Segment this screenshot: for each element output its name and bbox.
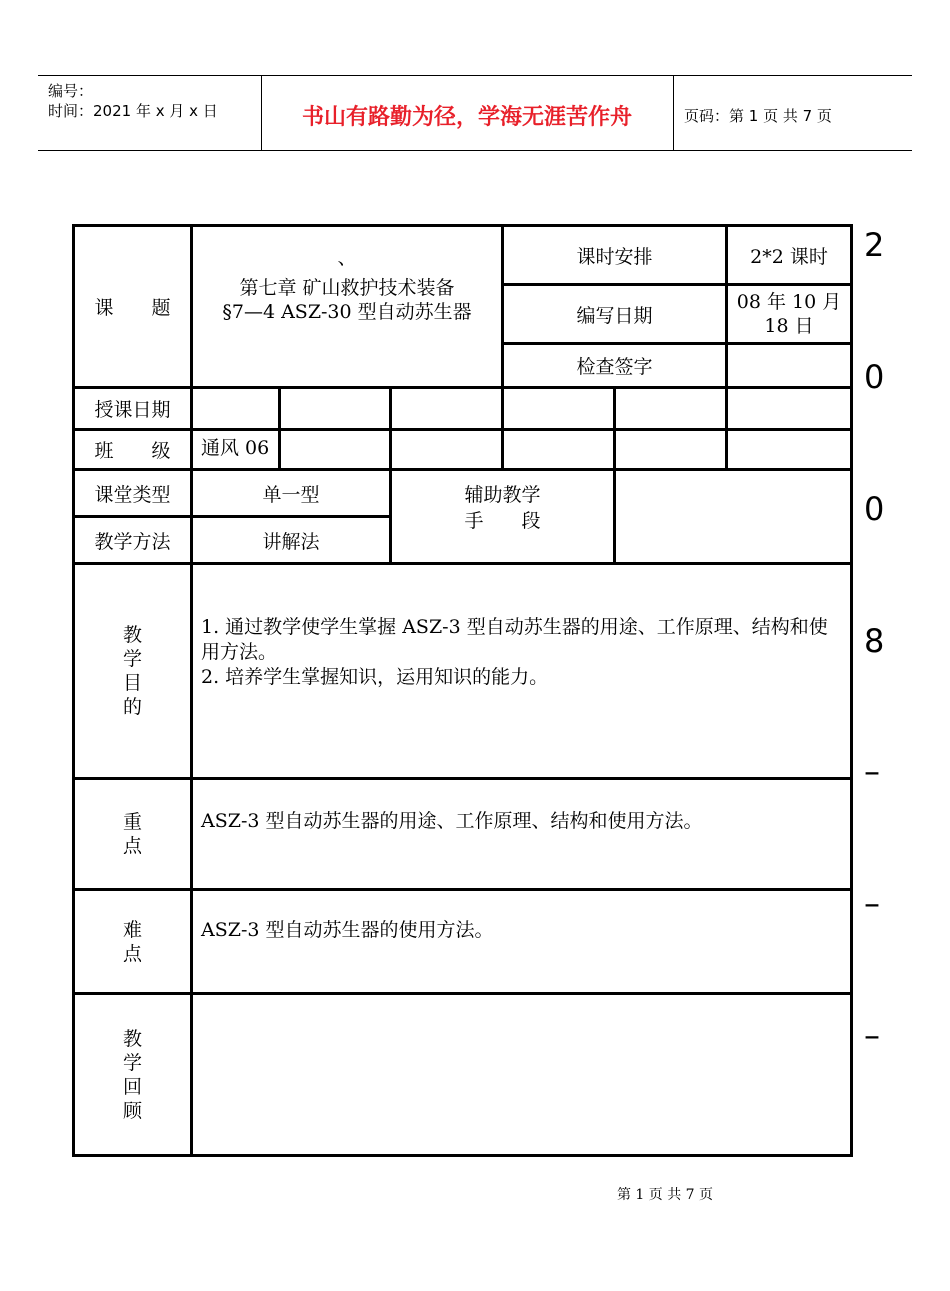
class-cell: [280, 430, 391, 470]
teach-date-cell: [727, 388, 852, 430]
header-divider-right: [673, 75, 674, 150]
hours-label: 课时安排: [503, 226, 727, 285]
header-bottom-rule: [38, 150, 912, 151]
objective-label-char: 的: [122, 696, 142, 718]
write-date-label: 编写日期: [503, 285, 727, 344]
objective-label-char: 目: [122, 672, 142, 694]
aid-value: [615, 470, 852, 564]
page-info: 页码：第 1 页 共 7 页: [684, 107, 832, 125]
serial-label: 编号：: [48, 82, 94, 100]
side-char: –: [864, 752, 880, 790]
key-label-char: 点: [122, 835, 142, 857]
teach-date-cell: [503, 388, 615, 430]
review-value: [192, 994, 852, 1156]
class-value: 通风 06: [192, 430, 280, 470]
objective-label-char: 学: [122, 648, 142, 670]
page-footer: 第 1 页 共 7 页: [616, 1187, 714, 1203]
class-label: 班 级: [74, 430, 192, 470]
side-char: 2: [864, 226, 885, 264]
header-top-rule: [38, 75, 912, 76]
key-label-char: 重: [122, 811, 142, 833]
topic-cell: [192, 226, 503, 388]
review-label-char: 教: [122, 1027, 142, 1050]
key-value: ASZ-3 型自动苏生器的用途、工作原理、结构和使用方法。: [192, 779, 852, 890]
hours-value: 2*2 课时: [727, 226, 852, 285]
objective-item-2: 2. 培养学生掌握知识，运用知识的能力。: [201, 666, 549, 688]
review-label-char: 回: [122, 1075, 142, 1098]
topic-mark: 、: [337, 246, 357, 269]
review-label: [74, 994, 192, 1156]
teach-date-cell: [192, 388, 280, 430]
objective-item-1: 1. 通过教学使学生掌握 ASZ-3 型自动苏生器的用途、工作原理、结构和使用方法。: [201, 616, 828, 663]
side-char: –: [864, 884, 880, 922]
topic-label: 课 题: [74, 226, 192, 388]
difficulty-value: ASZ-3 型自动苏生器的使用方法。: [192, 890, 852, 994]
class-cell: [503, 430, 615, 470]
side-char: –: [864, 1016, 880, 1054]
difficulty-label: [74, 890, 192, 994]
key-label: [74, 779, 192, 890]
aid-label-line-1: 辅助教学: [464, 483, 541, 506]
aid-label: [391, 470, 615, 564]
class-cell: [727, 430, 852, 470]
check-value: [727, 344, 852, 388]
teach-date-cell: [615, 388, 727, 430]
method-label: 教学方法: [74, 517, 192, 564]
aid-label-line-2: 手 段: [464, 509, 541, 532]
lesson-plan-table: [72, 224, 853, 1157]
review-label-char: 学: [122, 1051, 142, 1074]
check-label: 检查签字: [503, 344, 727, 388]
review-label-char: 顾: [122, 1099, 142, 1122]
difficulty-label-char: 点: [122, 942, 142, 965]
teach-date-cell: [280, 388, 391, 430]
side-char: 0: [864, 490, 885, 528]
method-value: 讲解法: [192, 517, 391, 564]
write-date-value: 08 年 10 月 18 日: [727, 285, 852, 344]
type-value: 单一型: [192, 470, 391, 517]
topic-line-2: §7—4 ASZ-30 型自动苏生器: [222, 300, 472, 323]
objective-label-char: 教: [122, 624, 142, 646]
class-cell: [615, 430, 727, 470]
teach-date-cell: [391, 388, 503, 430]
difficulty-label-char: 难: [122, 918, 142, 941]
side-char: 0: [864, 358, 885, 396]
side-char: 8: [864, 622, 885, 660]
time-label: 时间：2021 年 x 月 x 日: [48, 102, 218, 120]
type-label: 课堂类型: [74, 470, 192, 517]
objective-label: [74, 564, 192, 779]
header-motto: 书山有路勤为径，学海无涯苦作舟: [301, 105, 632, 130]
teach-date-label: 授课日期: [74, 388, 192, 430]
topic-line-1: 第七章 矿山救护技术装备: [239, 276, 455, 299]
class-cell: [391, 430, 503, 470]
objective-content: [192, 564, 852, 779]
